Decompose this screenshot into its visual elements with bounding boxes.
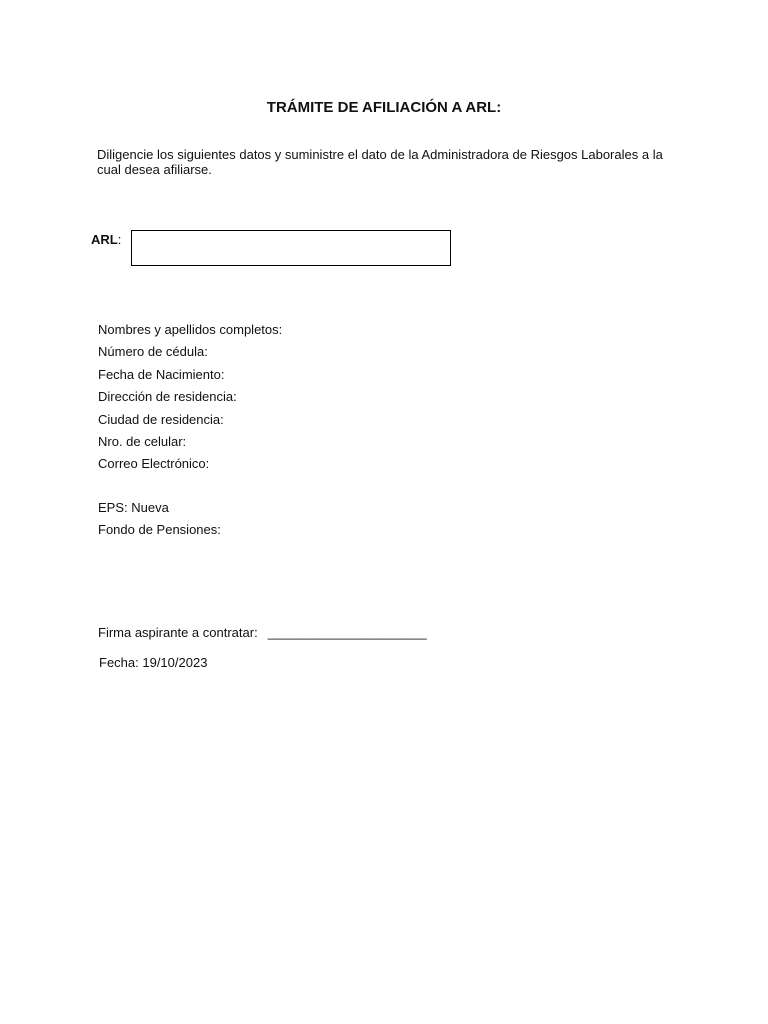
field-email: Correo Electrónico: bbox=[98, 456, 210, 472]
field-address: Dirección de residencia: bbox=[98, 389, 237, 405]
document-title: TRÁMITE DE AFILIACIÓN A ARL: bbox=[266, 99, 502, 116]
social-security-list bbox=[98, 497, 221, 542]
field-pension-fund: Fondo de Pensiones: bbox=[98, 522, 221, 538]
field-id-number: Número de cédula: bbox=[98, 344, 208, 360]
arl-label bbox=[91, 232, 121, 247]
arl-input[interactable] bbox=[131, 230, 451, 266]
field-full-name: Nombres y apellidos completos: bbox=[98, 322, 283, 337]
arl-label-colon: : bbox=[117, 232, 122, 247]
signature-label: Firma aspirante a contratar: bbox=[98, 625, 258, 640]
field-city: Ciudad de residencia: bbox=[98, 411, 224, 427]
field-eps: EPS: Nueva bbox=[98, 500, 169, 515]
field-mobile: Nro. de celular: bbox=[98, 433, 187, 449]
field-birth-date: Fecha de Nacimiento: bbox=[98, 366, 225, 382]
signature-line: ______________________ bbox=[267, 625, 427, 640]
arl-label-text: ARL bbox=[91, 232, 118, 247]
instructions-paragraph: Diligencie los siguientes datos y suministre el dato de la Administradora de Riesgos Laborales a la cual desea afiliarse. bbox=[97, 147, 663, 177]
personal-data-list bbox=[98, 319, 282, 476]
signature-block bbox=[98, 625, 427, 640]
document-date: Fecha: 19/10/2023 bbox=[99, 655, 208, 670]
